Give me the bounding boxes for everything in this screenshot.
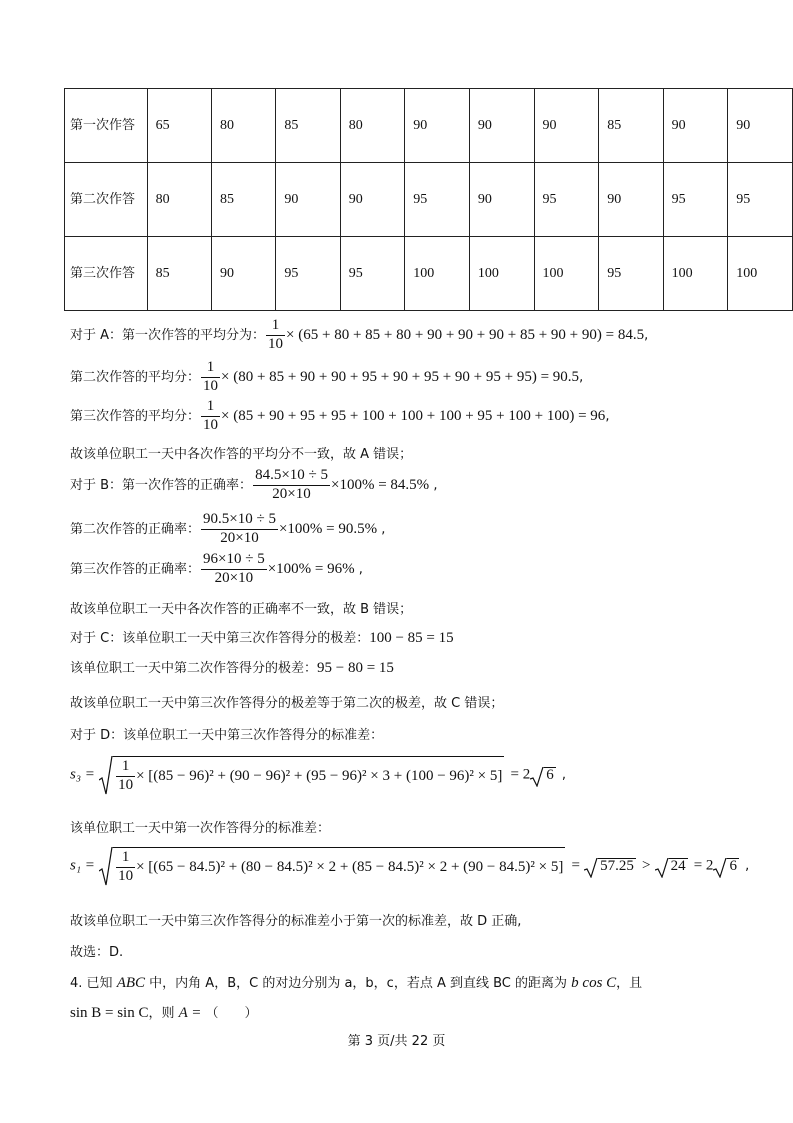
radical-icon	[99, 756, 113, 796]
math-expr: × [(85 − 96)² + (90 − 96)² + (95 − 96)² × 3 + (100 − 96)² × 5]	[136, 767, 503, 784]
sqrt-s3: $\frac{1}{10}$ × [(85 − 96)² + (90 − 96)² + (95 − 96)² × 3 + (100 − 96)² × 5]	[99, 756, 504, 794]
math-expr: × (80 + 85 + 90 + 90 + 95 + 90 + 95 + 90 + 95 + 95) = 90.5	[221, 368, 580, 385]
text: 对于 C：该单位职工一天中第三次作答得分的极差：	[70, 631, 370, 646]
radical-icon	[530, 767, 544, 787]
line-b1: 对于 B：第一次作答的正确率： $\frac{84.5\times 10 \div 5}{20\times 10}$ ×100% = 84.5% ,	[70, 467, 438, 502]
row-header: 第三次作答	[65, 237, 148, 311]
table-cell: 90	[728, 89, 793, 163]
line-d-s3: s₃ = $\frac{1}{10}$ × [(85 − 96)² + (90 − 96)² + (95 − 96)² × 3 + (100 − 96)² × 5] = 2 6 ,	[70, 756, 566, 794]
radical-icon	[713, 858, 727, 878]
table-cell: 95	[534, 163, 599, 237]
sqrt-s1: $\frac{1}{10}$ × [(65 − 84.5)² + (80 − 84.5)² × 2 + (85 − 84.5)² × 2 + (90 − 84.5)² × 5]	[99, 847, 565, 885]
text: 对于 B：第一次作答的正确率：	[70, 477, 253, 493]
sqrt-57-25: 57.25	[584, 858, 636, 874]
scores-table	[64, 88, 793, 311]
sqrt-6: 6	[530, 767, 556, 783]
math-lhs: s₁ =	[70, 857, 95, 874]
math-expr: × (85 + 90 + 95 + 95 + 100 + 100 + 100 + 95 + 100 + 100) = 96	[221, 407, 606, 424]
question-4-line2	[70, 1006, 258, 1021]
table-cell: 90	[276, 163, 340, 237]
sqrt-24: 24	[655, 858, 688, 874]
radical-icon	[99, 847, 113, 887]
table-cell: 90	[663, 89, 728, 163]
row-header: 第一次作答	[65, 89, 148, 163]
table-cell: 100	[405, 237, 470, 311]
table-cell: 85	[211, 163, 275, 237]
table-cell: 95	[340, 237, 404, 311]
line-a-conclusion: 故该单位职工一天中各次作答的平均分不一致，故 A 错误；	[70, 447, 413, 462]
table-row	[65, 89, 793, 163]
line-a2: 第二次作答的平均分： $\frac{1}{10}$ × (80 + 85 + 90 + 90 + 95 + 90 + 95 + 90 + 95 + 95) = 90.5,	[70, 359, 584, 394]
line-answer: 故选：D.	[70, 945, 124, 960]
table-cell: 80	[211, 89, 275, 163]
table-cell: 90	[340, 163, 404, 237]
math-expr: b cos C	[571, 975, 617, 991]
fraction-b2: $\frac{90.5\times 10 \div 5}{20\times 10}$	[203, 511, 276, 546]
math-expr: sin B = sin C	[70, 1005, 149, 1021]
table-cell: 90	[469, 163, 534, 237]
table-cell: 95	[728, 163, 793, 237]
answer-blank: （ ）	[205, 1006, 258, 1021]
line-b-conclusion: 故该单位职工一天中各次作答的正确率不一致，故 B 错误；	[70, 602, 413, 617]
math-lhs: s₃ =	[70, 766, 95, 783]
text: ，且	[616, 976, 643, 991]
math-expr: ×100% = 96%	[267, 560, 355, 577]
text: 第二次作答的平均分：	[70, 369, 201, 385]
line-b2: 第二次作答的正确率： $\frac{90.5\times 10 \div 5}{20\times 10}$ ×100% = 90.5% ,	[70, 511, 386, 546]
page-footer: 第 3 页/共 22 页	[347, 1034, 446, 1049]
math-expr: >	[641, 857, 651, 874]
math-expr: × (65 + 80 + 85 + 80 + 90 + 90 + 90 + 85 + 90 + 90) = 84.5	[286, 326, 645, 343]
line-a3: 第三次作答的平均分： $\frac{1}{10}$ × (85 + 90 + 95 + 95 + 100 + 100 + 100 + 95 + 100 + 100) = 96,	[70, 398, 610, 433]
table-row	[65, 163, 793, 237]
line-d2: 该单位职工一天中第一次作答得分的标准差：	[70, 821, 331, 836]
text: ，则	[148, 1006, 175, 1021]
question-4-line1	[70, 976, 642, 991]
math-expr: 95 − 80 = 15	[317, 660, 394, 676]
math-expr: A =	[178, 1005, 202, 1021]
fraction-one-tenth: $\frac{1}{10}$	[203, 398, 219, 433]
line-c2	[70, 661, 394, 676]
fraction-one-tenth: $\frac{1}{10}$	[268, 317, 284, 352]
line-c-conclusion: 故该单位职工一天中第三次作答得分的极差等于第二次的极差，故 C 错误；	[70, 696, 504, 711]
line-c1	[70, 631, 454, 646]
table-cell: 90	[211, 237, 275, 311]
table-cell: 100	[728, 237, 793, 311]
table-cell: 80	[340, 89, 404, 163]
table-cell: 95	[405, 163, 470, 237]
text: 该单位职工一天中第二次作答得分的极差：	[70, 661, 318, 676]
text: 中，内角 A，B，C 的对边分别为 a，b，c，若点 A 到直线 BC 的距离为	[149, 976, 568, 991]
radical-icon	[655, 858, 669, 878]
table-cell: 90	[599, 163, 663, 237]
text: 对于 A：第一次作答的平均分为：	[70, 327, 266, 343]
math-expr: ×100% = 84.5%	[331, 476, 430, 493]
fraction-b1: $\frac{84.5\times 10 \div 5}{20\times 10}$	[255, 467, 329, 502]
table-cell: 100	[469, 237, 534, 311]
table-cell: 85	[276, 89, 340, 163]
sqrt-6: 6	[713, 858, 739, 874]
math-expr: × [(65 − 84.5)² + (80 − 84.5)² × 2 + (85 − 84.5)² × 2 + (90 − 84.5)² × 5]	[136, 858, 564, 875]
math-expr: 100 − 85 = 15	[369, 630, 454, 646]
text: 4. 已知	[70, 976, 113, 991]
table-cell: 85	[147, 237, 211, 311]
text: 第二次作答的正确率：	[70, 521, 201, 537]
table-cell: 90	[405, 89, 470, 163]
math-expr: = 2	[510, 766, 531, 783]
text: 第三次作答的正确率：	[70, 561, 201, 577]
radical-icon	[584, 858, 598, 878]
table-cell: 95	[663, 163, 728, 237]
table-row	[65, 237, 793, 311]
table-cell: 65	[147, 89, 211, 163]
math-expr: ABC	[116, 975, 146, 991]
text: 第三次作答的平均分：	[70, 408, 201, 424]
fraction-one-tenth: $\frac{1}{10}$	[203, 359, 219, 394]
line-d-s1: s₁ = $\frac{1}{10}$ × [(65 − 84.5)² + (80 − 84.5)² × 2 + (85 − 84.5)² × 2 + (90 − 84.5)² × 5] = 57.25 > 24 = 2 6 ,	[70, 847, 749, 885]
math-expr: = 2	[693, 857, 714, 874]
line-b3: 第三次作答的正确率： $\frac{96\times 10 \div 5}{20\times 10}$ ×100% = 96% ,	[70, 551, 363, 586]
table-cell: 100	[534, 237, 599, 311]
table-cell: 85	[599, 89, 663, 163]
line-a1: 对于 A：第一次作答的平均分为： $\frac{1}{10}$ × (65 + 80 + 85 + 80 + 90 + 90 + 90 + 85 + 90 + 90) = 84.5,	[70, 317, 649, 352]
line-d1: 对于 D：该单位职工一天中第三次作答得分的标准差：	[70, 728, 384, 743]
math-expr: ×100% = 90.5%	[278, 520, 378, 537]
table-cell: 95	[599, 237, 663, 311]
row-header: 第二次作答	[65, 163, 148, 237]
table-cell: 90	[469, 89, 534, 163]
table-cell: 80	[147, 163, 211, 237]
fraction-b3: $\frac{96\times 10 \div 5}{20\times 10}$	[203, 551, 265, 586]
table-cell: 95	[276, 237, 340, 311]
line-d-conclusion: 故该单位职工一天中第三次作答得分的标准差小于第一次的标准差，故 D 正确,	[70, 914, 522, 929]
table-cell: 100	[663, 237, 728, 311]
math-expr: =	[571, 857, 580, 874]
table-cell: 90	[534, 89, 599, 163]
